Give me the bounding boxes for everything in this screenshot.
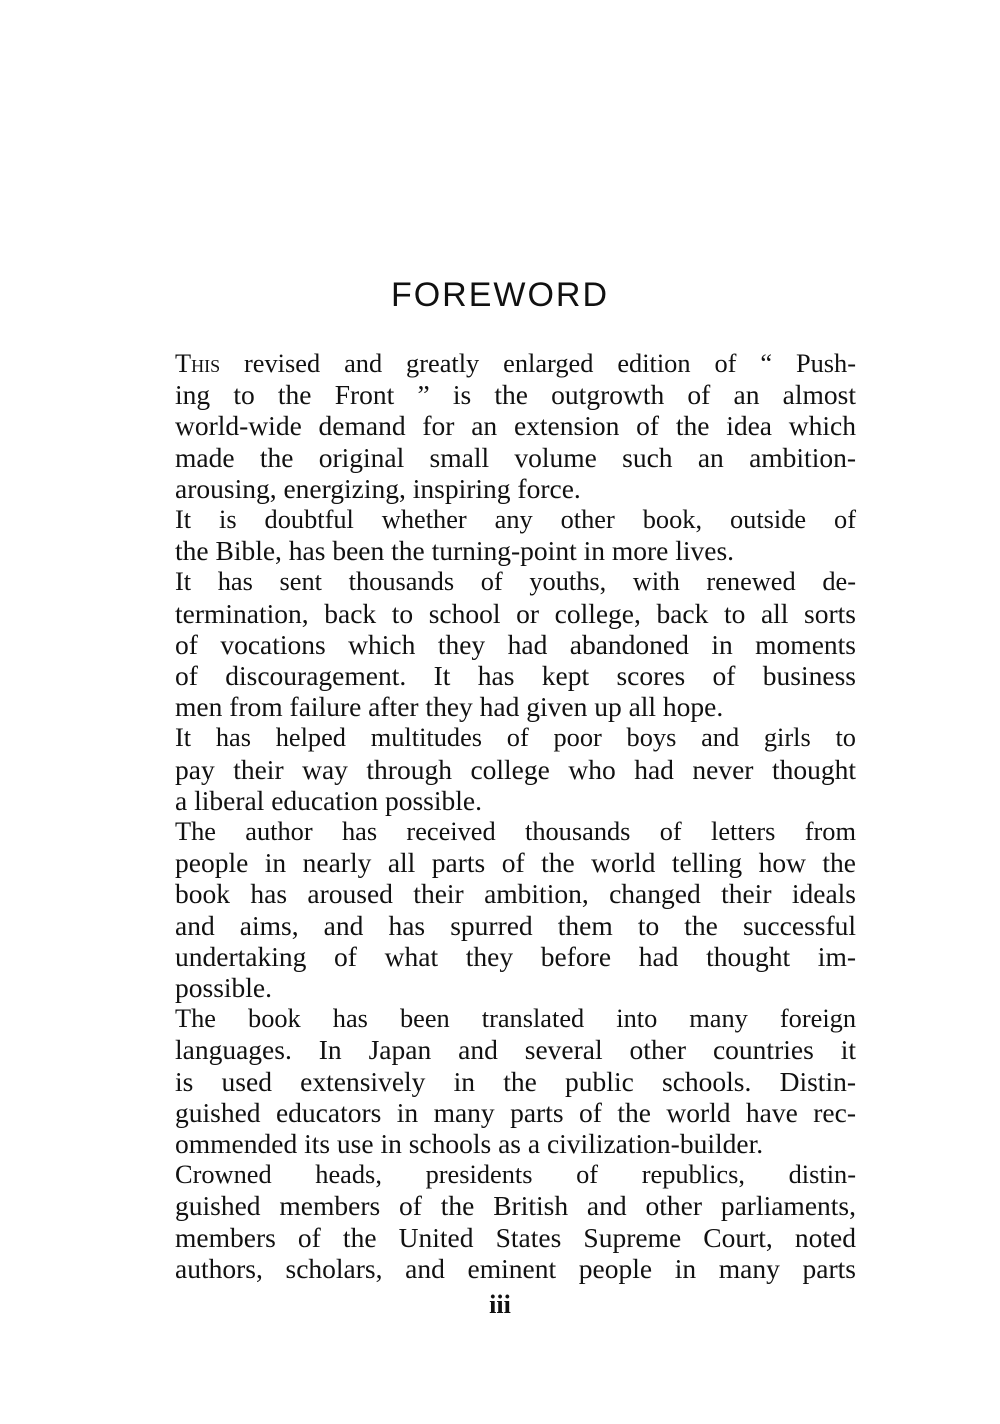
text-line: ing to the Front ” is the outgrowth of an almost bbox=[175, 379, 856, 411]
page-number: iii bbox=[489, 1290, 511, 1319]
text-line: of vocations which they had abandoned in moments bbox=[175, 628, 856, 660]
text-line: The book has been translated into many foreign bbox=[175, 1004, 856, 1034]
paragraph-5 bbox=[146, 816, 856, 1003]
text-line: authors, scholars, and eminent people in many parts bbox=[175, 1252, 856, 1284]
text-line: world-wide demand for an extension of the idea which bbox=[175, 410, 856, 442]
text-line: The author has received thousands of letters from bbox=[175, 817, 856, 847]
paragraph-7 bbox=[146, 1159, 856, 1284]
text-line: guished educators in many parts of the world have rec- bbox=[175, 1096, 856, 1128]
text-line: arousing, energizing, inspiring force. bbox=[175, 472, 581, 504]
text-line: the Bible, has been the turning-point in more lives. bbox=[175, 535, 735, 567]
paragraph-4 bbox=[146, 722, 856, 816]
text-line: people in nearly all parts of the world telling how the bbox=[175, 847, 856, 879]
paragraph-3 bbox=[146, 566, 856, 722]
page-title: FOREWORD bbox=[390, 276, 610, 314]
foreword-text bbox=[146, 348, 856, 1284]
text-line: undertaking of what they before had thought im- bbox=[175, 940, 856, 972]
text-line: made the original small volume such an ambition- bbox=[175, 441, 856, 473]
text-line: members of the United States Supreme Court, noted bbox=[175, 1221, 856, 1253]
text-line: This revised and greatly enlarged edition of “ Push- bbox=[175, 349, 856, 378]
text-line: pay their way through college who had never thought bbox=[175, 753, 856, 785]
text-line: possible. bbox=[175, 972, 273, 1004]
text-line: a liberal education possible. bbox=[175, 784, 482, 816]
text-line: It has sent thousands of youths, with renewed de- bbox=[175, 567, 856, 597]
text-line: Crowned heads, presidents of republics, distin- bbox=[175, 1160, 856, 1190]
paragraph-1 bbox=[146, 348, 856, 504]
text-line: ommended its use in schools as a civilization-builder. bbox=[175, 1128, 764, 1160]
drop-word: This bbox=[175, 349, 221, 378]
text-line: termination, back to school or college, back to all sorts bbox=[175, 597, 856, 629]
text-line: It is doubtful whether any other book, outside of bbox=[175, 505, 856, 535]
text-line: guished members of the British and other parliaments, bbox=[175, 1190, 856, 1222]
text-line: is used extensively in the public schools. Distin- bbox=[175, 1065, 856, 1097]
text-line: of discouragement. It has kept scores of business bbox=[175, 660, 856, 692]
text-line: and aims, and has spurred them to the successful bbox=[175, 909, 856, 941]
text-line: book has aroused their ambition, changed their ideals bbox=[175, 878, 856, 910]
text-line: men from failure after they had given up all hope. bbox=[175, 691, 724, 723]
paragraph-2 bbox=[146, 504, 856, 566]
text-line: languages. In Japan and several other countries it bbox=[175, 1034, 856, 1066]
paragraph-6 bbox=[146, 1003, 856, 1159]
text-line: It has helped multitudes of poor boys and girls to bbox=[175, 723, 856, 753]
